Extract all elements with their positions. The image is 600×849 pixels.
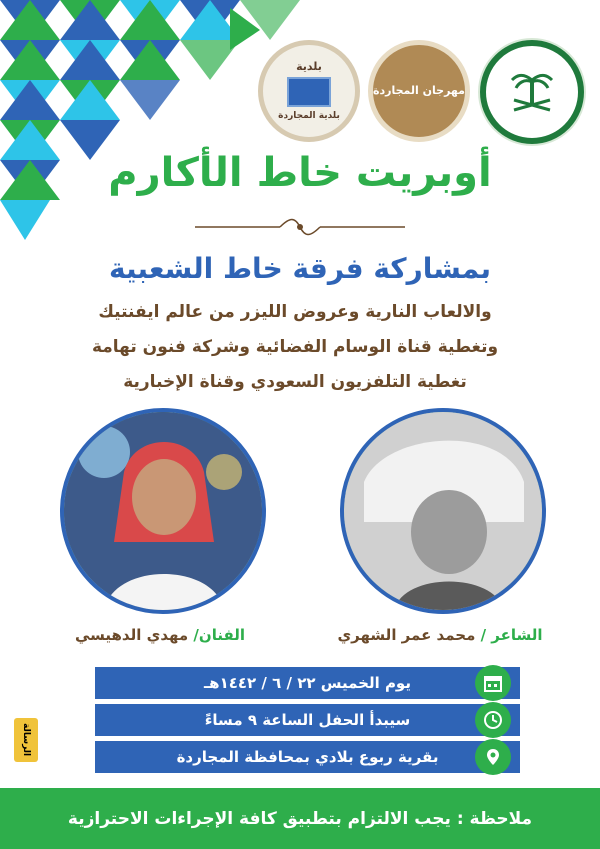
saudi-emblem-logo — [480, 40, 584, 144]
info-line-1: والالعاب النارية وعروض الليزر من عالم ايفنتيك — [98, 302, 492, 322]
poet-role: الشاعر / — [480, 626, 543, 644]
festival-logo-text: مهرجان المجاردة — [373, 84, 465, 98]
side-brand-text: الرسالة — [21, 723, 31, 757]
clock-icon — [475, 702, 511, 738]
time-bar: سيبدأ الحفل الساعة ٩ مساءً — [95, 704, 520, 736]
side-brand-logo — [14, 718, 38, 762]
singer-caption — [50, 626, 270, 644]
building-icon — [287, 77, 331, 107]
calendar-icon — [475, 665, 511, 701]
balady-logo — [258, 40, 360, 142]
ornament-divider — [185, 212, 415, 242]
footer-note: ملاحظة : يجب الالتزام بتطبيق كافة الإجراءات الاحترازية — [0, 788, 600, 849]
info-line-2: وتغطية قناة الوسام الفضائية وشركة فنون تهامة — [91, 337, 499, 357]
palm-swords-icon — [502, 62, 562, 122]
logos-row — [250, 40, 580, 140]
balady-logo-top: بلدية — [296, 60, 322, 73]
poet-name: محمد عمر الشهري — [337, 626, 476, 644]
location-bar: بقرية ربوع بلادي بمحافظة المجاردة — [95, 741, 520, 773]
poet-portrait — [344, 412, 542, 610]
poet-caption — [330, 626, 550, 644]
info-line-3: تغطية التلفزيون السعودي وقناة الإخبارية — [123, 372, 467, 392]
singer-photo — [60, 408, 266, 614]
singer-portrait — [64, 412, 262, 610]
singer-role: الفنان/ — [193, 626, 246, 644]
date-bar: يوم الخميس ٢٢ / ٦ / ١٤٤٢هـ — [95, 667, 520, 699]
event-title: أوبريت خاط الأكارم — [108, 150, 492, 196]
balady-logo-bottom: بلدية المجاردة — [278, 111, 340, 122]
singer-name: مهدي الدهيسي — [74, 626, 189, 644]
poet-photo — [340, 408, 546, 614]
event-subtitle: بمشاركة فرقة خاط الشعبية — [108, 252, 491, 285]
location-pin-icon — [475, 739, 511, 775]
festival-logo — [368, 40, 470, 142]
